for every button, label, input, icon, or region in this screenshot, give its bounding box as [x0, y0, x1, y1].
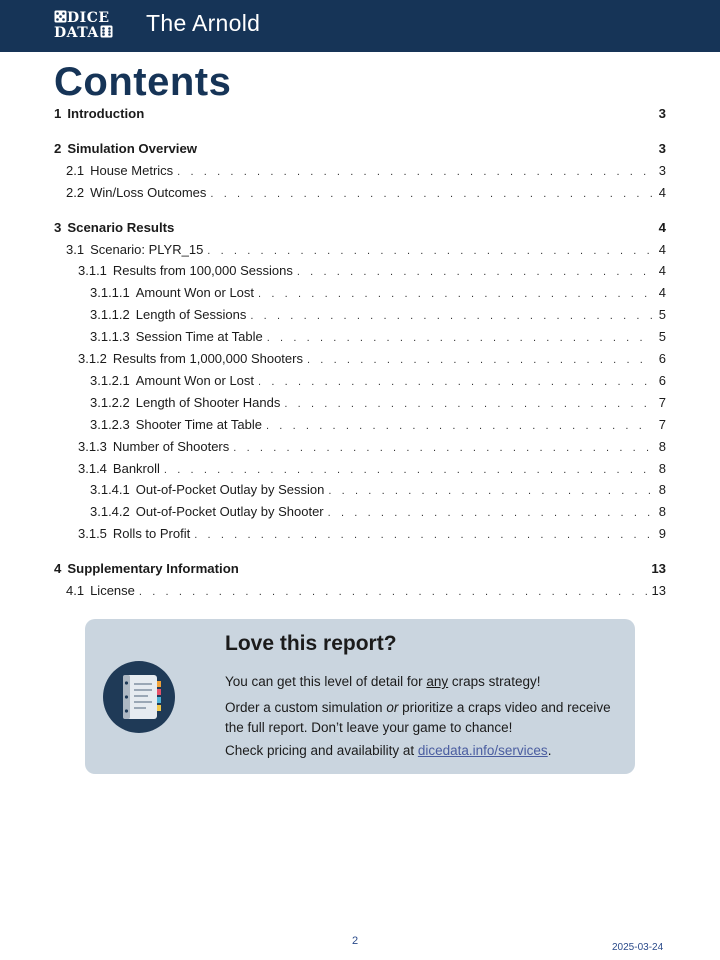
toc-dot-leader	[328, 485, 652, 497]
toc-entry-number: 3.1.4	[78, 460, 107, 476]
toc-entry-label: Number of Shooters	[112, 438, 230, 454]
promo-title: Love this report?	[225, 632, 397, 655]
toc-entry-label: Amount Won or Lost	[135, 285, 255, 301]
dice-data-logo	[54, 9, 116, 41]
toc-entry-label: Introduction	[67, 106, 145, 121]
toc-entry-number: 1	[54, 106, 62, 121]
toc-entry-page: 4	[658, 241, 666, 257]
toc-dot-leader	[297, 266, 652, 278]
toc-entry-number: 3.1.1.2	[90, 307, 130, 323]
toc-entry-page: 5	[658, 307, 666, 323]
toc-dot-leader	[284, 398, 652, 410]
toc-entry-label: Out-of-Pocket Outlay by Shooter	[135, 504, 324, 520]
toc-entry-page: 5	[658, 329, 666, 345]
toc-entry-number: 3.1.4.2	[90, 504, 130, 520]
toc-entry[interactable]	[66, 163, 666, 178]
toc-entry[interactable]	[90, 395, 666, 410]
header-title: The Arnold	[146, 10, 261, 36]
toc-dot-leader	[266, 420, 652, 432]
toc-entry-number: 3.1.3	[78, 438, 107, 454]
toc-entry[interactable]	[54, 141, 666, 156]
toc-entry-page: 4	[658, 219, 666, 235]
toc-dot-leader	[177, 166, 652, 178]
toc-entry[interactable]	[90, 285, 666, 300]
toc-entry-page: 13	[651, 583, 666, 598]
toc-entry-page: 8	[658, 438, 666, 454]
toc-entry-number: 2	[54, 140, 62, 156]
promo-line-2: Order a custom simulation or prioritize a craps video and receive the full report. Don’t leave your game to chance!	[225, 700, 611, 735]
toc-entry-number: 3.1.2.1	[90, 372, 130, 388]
toc-entry-number: 3.1.2.3	[90, 416, 130, 432]
toc-dot-leader	[164, 464, 652, 476]
toc-entry-label: Amount Won or Lost	[135, 372, 255, 388]
toc-dot-leader	[139, 586, 648, 598]
toc-entry-number: 3.1.1.3	[90, 329, 130, 345]
toc-entry-number: 3	[54, 219, 62, 235]
toc-entry-label: Win/Loss Outcomes	[90, 184, 207, 200]
logo-text-line2: DATA	[54, 25, 99, 41]
toc-entry-label: House Metrics	[90, 162, 174, 178]
toc-dot-leader	[258, 376, 652, 388]
toc-entry[interactable]	[78, 351, 666, 366]
toc-dot-leader	[207, 245, 652, 257]
toc-entry[interactable]	[90, 329, 666, 344]
toc-entry-label: Bankroll	[112, 460, 160, 476]
toc-entry-number: 4.1	[66, 583, 85, 598]
toc-entry[interactable]	[66, 583, 666, 598]
notebook-icon	[103, 661, 175, 733]
toc-entry-page: 7	[658, 416, 666, 432]
toc-entry[interactable]	[90, 417, 666, 432]
toc-entry-label: Shooter Time at Table	[135, 416, 262, 432]
toc-entry-label: Session Time at Table	[135, 329, 263, 345]
toc-entry-label: Length of Sessions	[135, 307, 247, 323]
toc-dot-leader	[328, 507, 652, 519]
toc-entry-number: 4	[54, 561, 62, 577]
die-icon	[54, 10, 67, 23]
toc-entry[interactable]	[54, 106, 666, 121]
page-number: 2	[352, 935, 359, 947]
toc-entry[interactable]	[66, 185, 666, 200]
toc-entry-number: 3.1.2	[78, 351, 107, 366]
toc-dot-leader	[210, 188, 652, 200]
toc-entry-page: 6	[658, 372, 666, 388]
services-link[interactable]: dicedata.info/services	[417, 743, 548, 758]
toc-entry[interactable]	[54, 561, 666, 576]
promo-line-1: You can get this level of detail for any craps strategy!	[225, 674, 541, 689]
toc-entry[interactable]	[90, 482, 666, 497]
toc-entry-number: 3.1.1.1	[90, 285, 130, 301]
toc-entry[interactable]	[90, 504, 666, 519]
toc-entry-page: 4	[658, 184, 666, 200]
toc-entry-page: 13	[651, 561, 666, 577]
toc-entry-number: 2.2	[66, 184, 85, 200]
toc-entry-number: 2.1	[66, 162, 85, 178]
toc-entry[interactable]	[90, 373, 666, 388]
toc-entry-page: 4	[658, 263, 666, 279]
toc-entry-number: 3.1.1	[78, 263, 107, 279]
toc-entry-number: 3.1.5	[78, 526, 107, 542]
promo-box	[85, 619, 635, 774]
toc-dot-leader	[250, 310, 652, 322]
toc-entry[interactable]	[54, 220, 666, 235]
toc-dot-leader	[233, 442, 652, 454]
page-title: Contents	[54, 60, 232, 104]
toc-entry-label: Simulation Overview	[67, 140, 198, 156]
toc-entry-page: 8	[658, 482, 666, 498]
toc-entry-page: 3	[658, 162, 666, 178]
toc-entry-label: Rolls to Profit	[112, 526, 191, 542]
toc-dot-leader	[307, 354, 652, 366]
toc-dot-leader	[267, 332, 652, 344]
toc-entry-label: Results from 100,000 Sessions	[112, 263, 293, 279]
toc-entry[interactable]	[66, 242, 666, 257]
toc-entry-label: Out-of-Pocket Outlay by Session	[135, 482, 325, 498]
logo-text-line1: DICE	[67, 10, 110, 26]
toc-entry[interactable]	[78, 439, 666, 454]
toc-entry-page: 3	[658, 106, 666, 121]
toc-entry-number: 3.1.4.1	[90, 482, 130, 498]
header-bar	[0, 0, 720, 52]
toc-entry-label: Scenario: PLYR_15	[90, 241, 204, 257]
toc-entry-page: 4	[658, 285, 666, 301]
toc-entry-page: 6	[658, 351, 666, 366]
toc-entry-number: 3.1.2.2	[90, 394, 130, 410]
toc-entry[interactable]	[78, 526, 666, 541]
toc-entry-label: Results from 1,000,000 Shooters	[112, 351, 303, 366]
toc-entry-page: 8	[658, 460, 666, 476]
toc-entry[interactable]	[78, 263, 666, 278]
toc-entry[interactable]	[78, 461, 666, 476]
footer-date: 2025-03-24	[612, 942, 664, 953]
toc-entry-page: 9	[658, 526, 666, 542]
toc-entry-page: 3	[658, 140, 666, 156]
toc-dot-leader	[194, 529, 652, 541]
toc-entry-label: Length of Shooter Hands	[135, 394, 281, 410]
die-icon	[100, 25, 113, 38]
toc-entry[interactable]	[90, 307, 666, 322]
toc-entry-number: 3.1	[66, 241, 85, 257]
toc-entry-label: License	[90, 583, 135, 598]
toc-dot-leader	[258, 288, 652, 300]
toc-entry-label: Scenario Results	[67, 219, 175, 235]
promo-line-3: Check pricing and availability at dicedata.info/services.	[225, 743, 552, 758]
toc-entry-page: 8	[658, 504, 666, 520]
toc-entry-label: Supplementary Information	[67, 561, 239, 577]
toc-entry-page: 7	[658, 394, 666, 410]
